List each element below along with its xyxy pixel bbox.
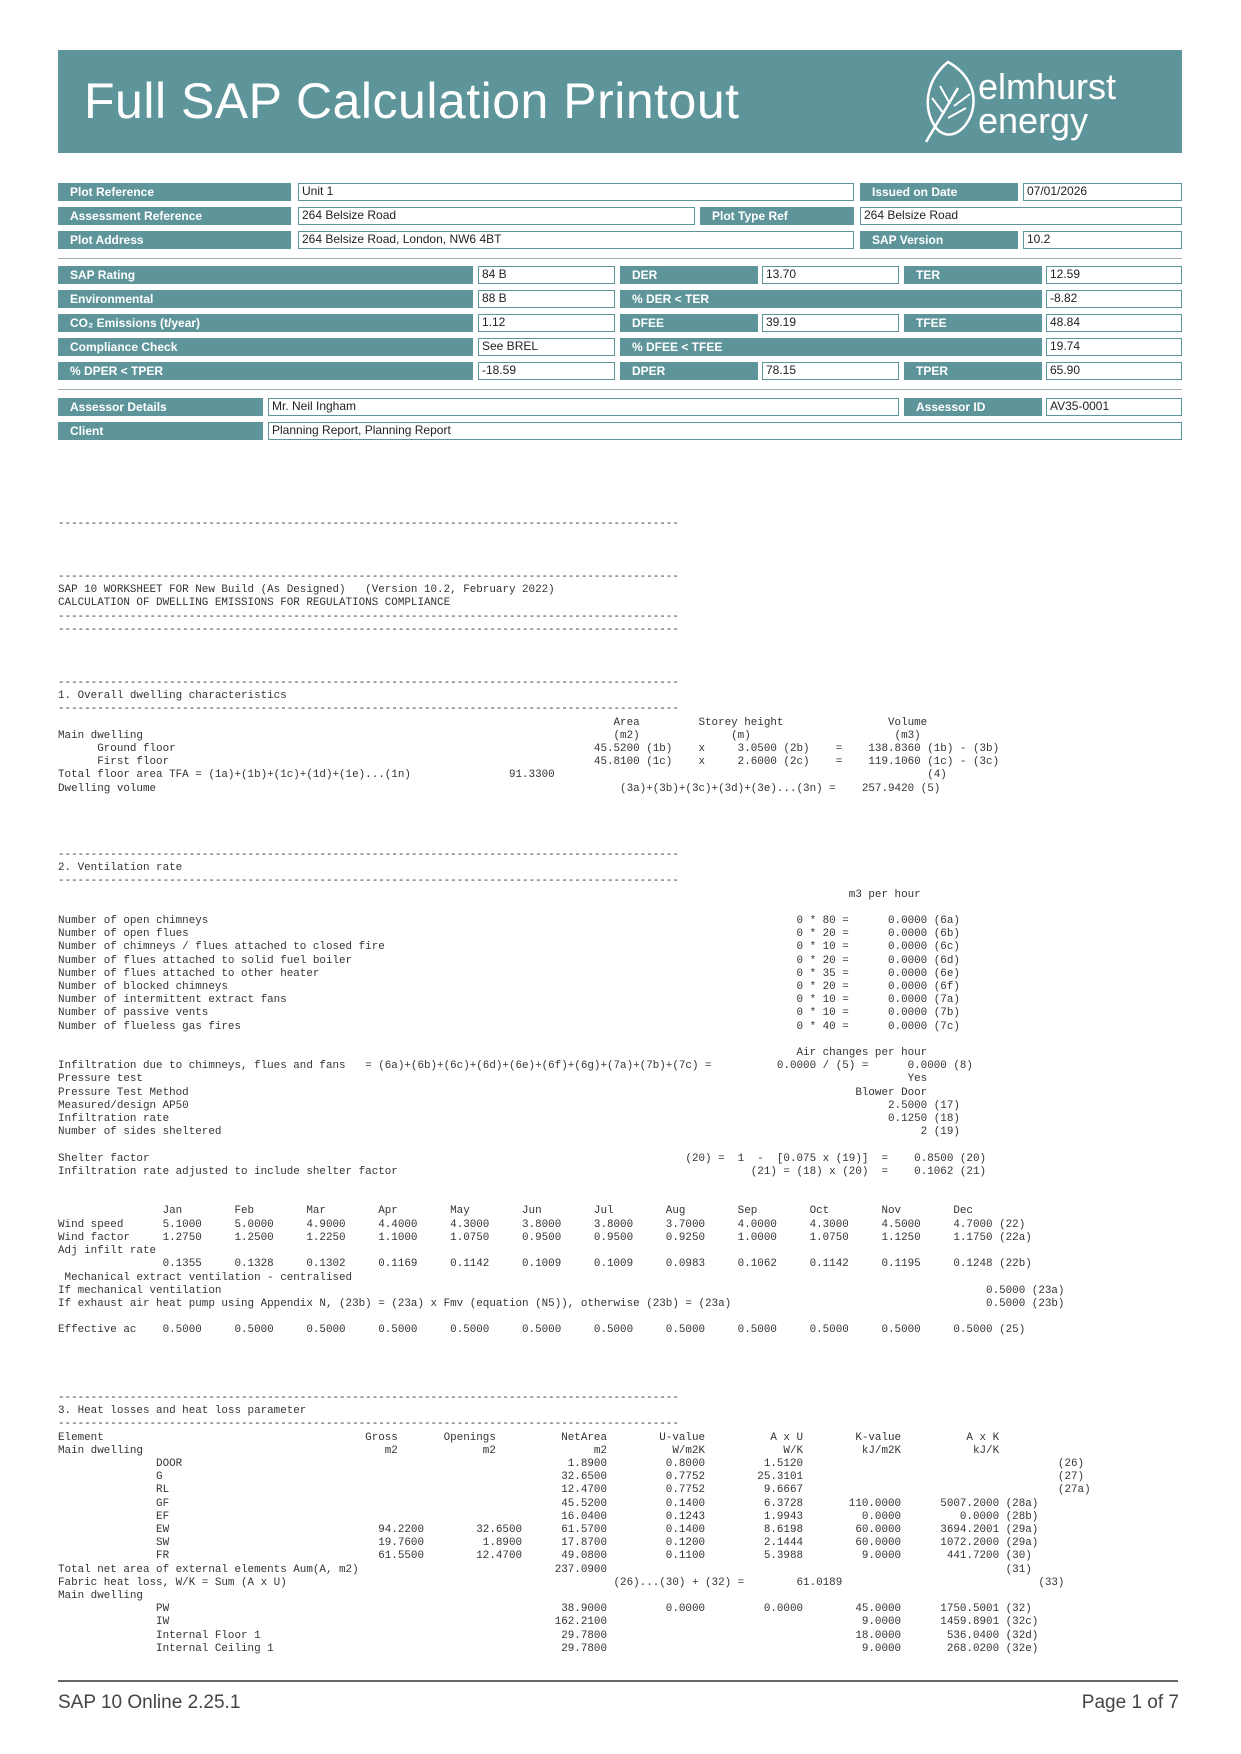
dper-value: 78.15 [762, 362, 899, 380]
environmental-value: 88 B [478, 290, 615, 308]
dper-label: DPER [620, 362, 758, 380]
dfee-tfee-value: 19.74 [1046, 338, 1182, 356]
assessment-reference-value: 264 Belsize Road [298, 207, 695, 225]
plot-reference-value: Unit 1 [298, 183, 854, 201]
section-heat-losses: ----------------------------------------------------------------------------------------------- 3. Heat losses and heat loss parameter ----------------------------------------------------------------------------------------------- Element Gross Openings NetArea U-value A x U K-value A x K Main dwelling m2 m2 m2 W/m2K W/K kJ/m2K kJ/K DOOR 1.8900 0.8000 1.5120 (26) G 32.6500 0.7752 25.3101 (27) RL 12.4700 0.7752 9.6667 (27a) GF 45.5200 0.1400 6.3728 110.0000 5007.2000 (28a) EF 16.0400 0.1243 1.9943 0.0000 0.0000 (28b) EW 94.2200 32.6500 61.5700 0.1400 8.6198 60.0000 3694.2001 (29a) SW 19.7600 1.8900 17.8700 0.1200 2.1444 60.0000 1072.2000 (29a) FR 61.5500 12.4700 49.0800 0.1100 5.3988 9.0000 441.7200 (30) Total net area of external elements Aum(A, m2) 237.0900 (31) Fabric heat loss, W/K = Sum (A x U) (26)...(30) + (32) = 61.0189 (33) Main dwelling PW 38.9000 0.0000 0.0000 45.0000 1750.5001 (32) IW 162.2100 9.0000 1459.8901 (32c) Internal Floor 1 29.7800 18.0000 536.0400 (32d) Internal Ceiling 1 29.7800 9.0000 268.0200 (32e) [58, 1392, 1091, 1655]
assessor-id-value: AV35-0001 [1046, 398, 1182, 416]
software-version: SAP 10 Online 2.25.1 [58, 1692, 241, 1713]
tfee-label: TFEE [904, 314, 1042, 332]
sap-version-label: SAP Version [860, 231, 1018, 249]
co2-emissions-label: CO₂ Emissions (t/year) [58, 314, 473, 332]
plot-reference-label: Plot Reference [58, 183, 291, 201]
plot-type-label: Plot Type Ref [700, 207, 854, 225]
header-banner [58, 50, 1182, 153]
tper-label: TPER [904, 362, 1042, 380]
worksheet-separator: ----------------------------------------------------------------------------------------------- [58, 518, 679, 530]
sap-version-value: 10.2 [1023, 231, 1182, 249]
page-title: Full SAP Calculation Printout [84, 73, 740, 129]
divider [58, 389, 1182, 390]
sap-rating-label: SAP Rating [58, 266, 473, 284]
dper-tper-value: -18.59 [478, 362, 615, 380]
worksheet-header: ----------------------------------------------------------------------------------------------- SAP 10 WORKSHEET FOR New Build (As Designed) (Version 10.2, February 2022) CALCULATION OF DWELLING EMISSIONS FOR REGULATIONS COMPLIANCE ----------------------------------------------------------------------------------------------- ----------------------------------------------------------------------------------------------- [58, 571, 679, 636]
der-ter-value: -8.82 [1046, 290, 1182, 308]
compliance-check-label: Compliance Check [58, 338, 473, 356]
logo-line-1: elmhurst [978, 66, 1117, 107]
dfee-label: DFEE [620, 314, 758, 332]
plot-type-value: 264 Belsize Road [860, 207, 1182, 225]
co2-emissions-value: 1.12 [478, 314, 615, 332]
assessor-id-label: Assessor ID [904, 398, 1042, 416]
elmhurst-logo [918, 56, 1138, 148]
logo-line-2: energy [978, 100, 1089, 141]
divider [58, 258, 1182, 259]
page-number: Page 1 of 7 [1081, 1692, 1179, 1713]
dfee-tfee-label: % DFEE < TFEE [620, 338, 1042, 356]
leaf-icon [918, 58, 978, 146]
der-ter-label: % DER < TER [620, 290, 1042, 308]
der-value: 13.70 [762, 266, 899, 284]
environmental-label: Environmental [58, 290, 473, 308]
ter-value: 12.59 [1046, 266, 1182, 284]
client-label: Client [58, 422, 263, 440]
sap-rating-value: 84 B [478, 266, 615, 284]
plot-address-value: 264 Belsize Road, London, NW6 4BT [298, 231, 854, 249]
dfee-value: 39.19 [762, 314, 899, 332]
issued-date-label: Issued on Date [860, 183, 1018, 201]
tper-value: 65.90 [1046, 362, 1182, 380]
assessor-details-label: Assessor Details [58, 398, 263, 416]
section-dwelling-characteristics: ----------------------------------------------------------------------------------------------- 1. Overall dwelling characteristics ----------------------------------------------------------------------------------------------- Area Storey height Volume Main dwelling (m2) (m) (m3) Ground floor 45.5200 (1b) x 3.0500 (2b) = 138.8360 (1b) - (3b) First floor 45.8100 (1c) x 2.6000 (2c) = 119.1060 (1c) - (3c) Total floor area TFA = (1a)+(1b)+(1c)+(1d)+(1e)...(1n) 91.3300 (4) Dwelling volume (3a)+(3b)+(3c)+(3d)+(3e)...(3n) = 257.9420 (5) [58, 677, 1000, 795]
client-value: Planning Report, Planning Report [268, 422, 1182, 440]
compliance-check-value: See BREL [478, 338, 615, 356]
assessor-details-value: Mr. Neil Ingham [268, 398, 899, 416]
ter-label: TER [904, 266, 1042, 284]
logo-text [978, 66, 1117, 141]
plot-address-label: Plot Address [58, 231, 291, 249]
footer-divider [58, 1680, 1178, 1682]
der-label: DER [620, 266, 758, 284]
dper-tper-label: % DPER < TPER [58, 362, 473, 380]
section-ventilation-rate: ----------------------------------------------------------------------------------------------- 2. Ventilation rate ----------------------------------------------------------------------------------------------- m3 per hour Number of open chimneys 0 * 80 = 0.0000 (6a) Number of open flues 0 * 20 = 0.0000 (6b) Number of chimneys / flues attached to closed fire 0 * 10 = 0.0000 (6c) Number of flues attached to solid fuel boiler 0 * 20 = 0.0000 (6d) Number of flues attached to other heater 0 * 35 = 0.0000 (6e) Number of blocked chimneys 0 * 20 = 0.0000 (6f) Number of intermittent extract fans 0 * 10 = 0.0000 (7a) Number of passive vents 0 * 10 = 0.0000 (7b) Number of flueless gas fires 0 * 40 = 0.0000 (7c) Air changes per hour Infiltration due to chimneys, flues and fans = (6a)+(6b)+(6c)+(6d)+(6e)+(6f)+(6g)+(7a)+(7b)+(7c) = 0.0000 / (5) = 0.0000 (8) Pressure test Yes Pressure Test Method Blower Door Measured/design AP50 2.5000 (17) Infiltration rate 0.1250 (18) Number of sides sheltered 2 (19) Shelter factor (20) = 1 - [0.075 x (19)] = 0.8500 (20) Infiltration rate adjusted to include shelter factor (21) = (18) x (20) = 0.1062 (21) Jan Feb Mar Apr May Jun Jul Aug Sep Oct Nov Dec Wind speed 5.1000 5.0000 4.9000 4.4000 4.3000 3.8000 3.8000 3.7000 4.0000 4.3000 4.5000 4.7000 (22) Wind factor 1.2750 1.2500 1.2250 1.1000 1.0750 0.9500 0.9500 0.9250 1.0000 1.0750 1.1250 1.1750 (22a) Adj infilt rate 0.1355 0.1328 0.1302 0.1169 0.1142 0.1009 0.1009 0.0983 0.1062 0.1142 0.1195 0.1248 (22b) Mechanical extract ventilation - centralised If mechanical ventilation 0.5000 (23a) If exhaust air heat pump using Appendix N, (23b) = (23a) x Fmv (equation (N5)), otherwise (23b) = (23a) 0.5000 (23b) Effective ac 0.5000 0.5000 0.5000 0.5000 0.5000 0.5000 0.5000 0.5000 0.5000 0.5000 0.5000 0.5000 (25) [58, 849, 1065, 1337]
tfee-value: 48.84 [1046, 314, 1182, 332]
issued-date-value: 07/01/2026 [1023, 183, 1182, 201]
assessment-reference-label: Assessment Reference [58, 207, 291, 225]
